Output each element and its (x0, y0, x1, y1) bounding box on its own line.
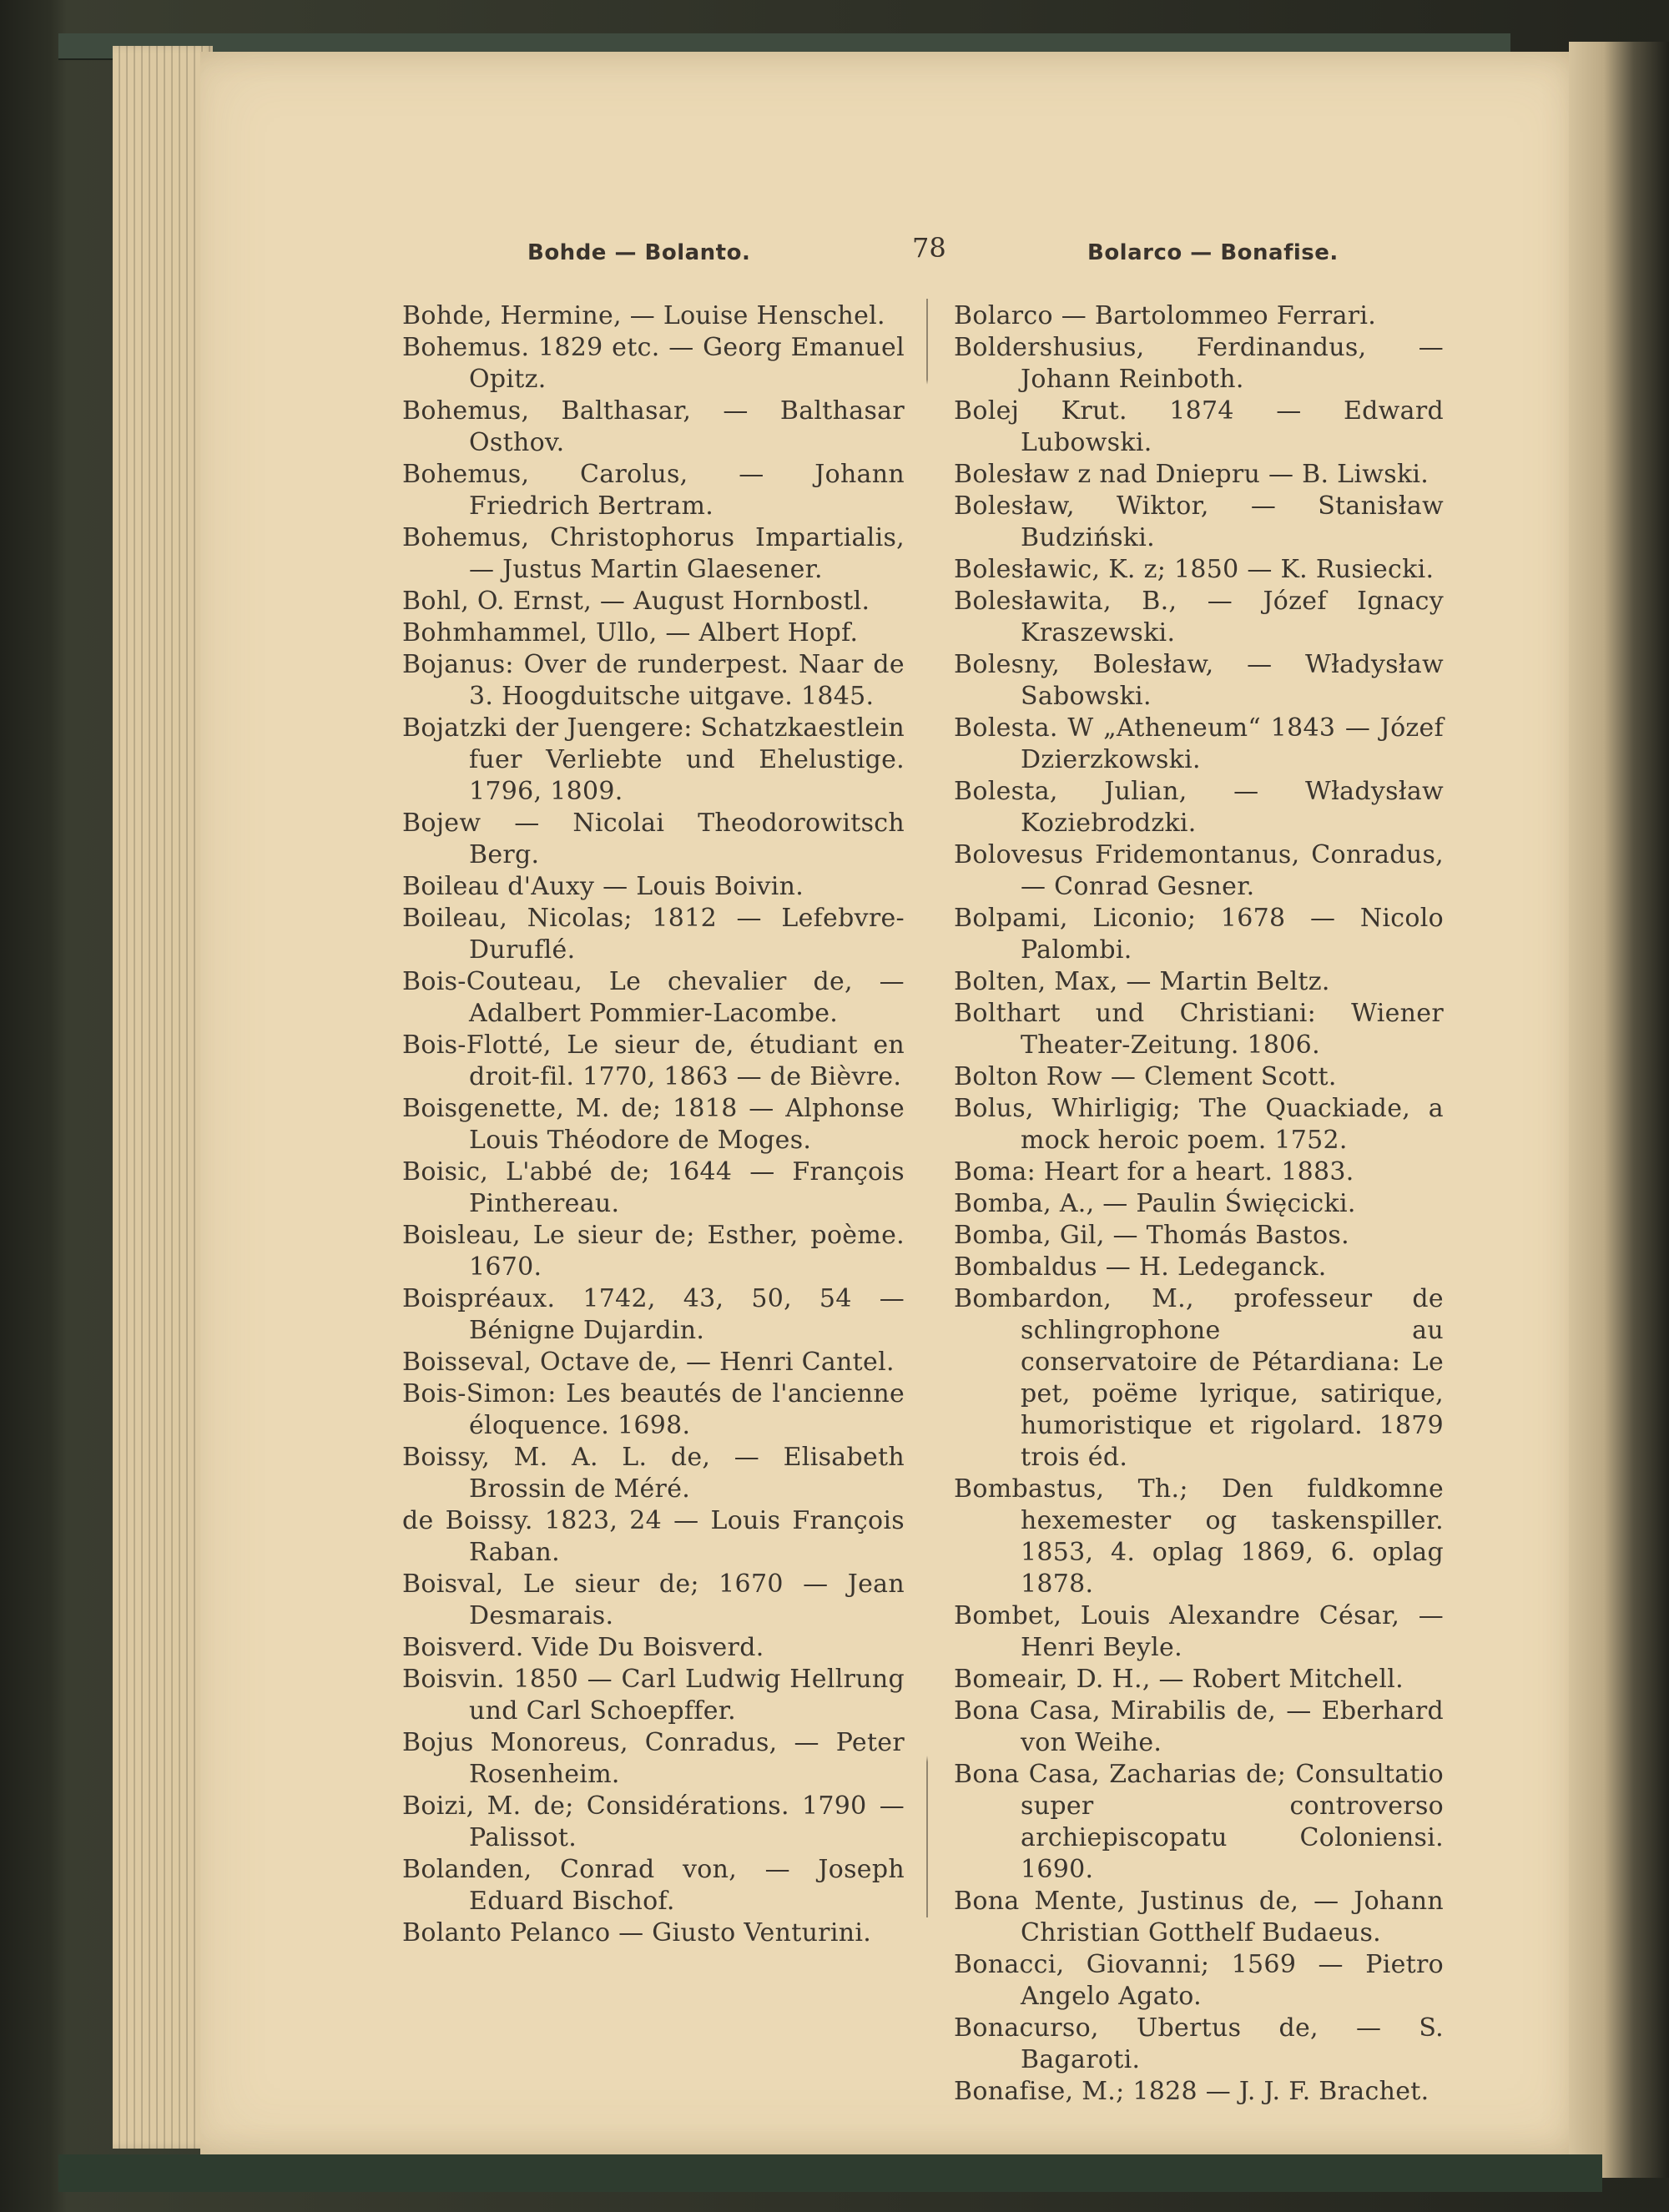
page-number: 78 (912, 232, 946, 264)
index-entry: Boma: Heart for a heart. 1883. (954, 1157, 1354, 1187)
index-entry: Bonacci, Giovanni; 1569 — Pietro Angelo Agato. (954, 1950, 1444, 2011)
index-entry: Bolthart und Christiani: Wiener Theater-Zeitung. 1806. (954, 999, 1444, 1060)
left-column (402, 300, 905, 1949)
index-entry: Bolej Krut. 1874 — Edward Lubowski. (954, 396, 1444, 457)
index-entry: Bolanto Pelanco — Giusto Venturini. (402, 1918, 872, 1947)
index-entry: Bohde, Hermine, — Louise Henschel. (402, 301, 885, 330)
index-entry: Bojanus: Over de runderpest. Naar de 3. Hoogduitsche uitgave. 1845. (402, 650, 905, 711)
index-entry: Boldershusius, Ferdinandus, — Johann Reinboth. (954, 333, 1444, 394)
index-entry: Bolanden, Conrad von, — Joseph Eduard Bischof. (402, 1855, 905, 1916)
index-entry: Boisleau, Le sieur de; Esther, poème. 1670. (402, 1221, 905, 1282)
index-entry: Bolesławita, B., — Józef Ignacy Kraszewski. (954, 587, 1444, 647)
index-entry: Bolesławic, K. z; 1850 — K. Rusiecki. (954, 555, 1435, 584)
book-binding-bottom (58, 2154, 1602, 2192)
index-entry: Bolesław z nad Dniepru — B. Liwski. (954, 460, 1429, 489)
running-header (350, 229, 1427, 279)
right-column (954, 300, 1444, 2108)
index-entry: Bois-Flotté, Le sieur de, étudiant en droit-fil. 1770, 1863 — de Bièvre. (402, 1030, 905, 1091)
index-entry: Bojatzki der Juengere: Schatzkaestlein fuer Verliebte und Ehelustige. 1796, 1809. (402, 713, 905, 806)
index-entry: Bolesta, Julian, — Władysław Koziebrodzki. (954, 777, 1444, 838)
index-entry: Bojew — Nicolai Theodorowitsch Berg. (402, 809, 905, 869)
index-entry: Bolus, Whirligig; The Quackiade, a mock heroic poem. 1752. (954, 1094, 1444, 1155)
index-entry: Bolarco — Bartolommeo Ferrari. (954, 301, 1377, 330)
page-fore-edge (1569, 42, 1669, 2178)
index-entry: Boisvin. 1850 — Carl Ludwig Hellrung und Carl Schoepffer. (402, 1665, 905, 1726)
index-entry: Boisverd. Vide Du Boisverd. (402, 1633, 764, 1662)
index-entry: Bohl, O. Ernst, — August Hornbostl. (402, 587, 870, 616)
index-entry: Bolovesus Fridemontanus, Conradus, — Conrad Gesner. (954, 840, 1444, 901)
index-entry: Boileau, Nicolas; 1812 — Lefebvre-Duruflé. (402, 904, 905, 965)
index-entry: Bombet, Louis Alexandre César, — Henri Beyle. (954, 1601, 1444, 1662)
index-entry: Bona Casa, Mirabilis de, — Eberhard von Weihe. (954, 1696, 1444, 1757)
left-running-title: Bohde — Bolanto. (527, 240, 751, 265)
index-entry: Bohemus, Carolus, — Johann Friedrich Bertram. (402, 460, 905, 521)
index-entry: Bohemus. 1829 etc. — Georg Emanuel Opitz. (402, 333, 905, 394)
right-running-title: Bolarco — Bonafise. (1087, 240, 1339, 265)
index-entry: Bolesta. W „Atheneum“ 1843 — Józef Dzierzkowski. (954, 713, 1444, 774)
index-entry: Bombardon, M., professeur de schlingrophone au conservatoire de Pétardiana: Le pet, poëme lyrique, satirique, humoristique et rigolard. 1879 trois éd. (954, 1284, 1444, 1472)
index-entry: Bohemus, Christophorus Impartialis, — Justus Martin Glaesener. (402, 523, 905, 584)
column-divider (926, 299, 928, 1917)
index-entry: Boisseval, Octave de, — Henri Cantel. (402, 1348, 895, 1377)
index-entry: Bolten, Max, — Martin Beltz. (954, 967, 1330, 996)
index-entry: Bois-Couteau, Le chevalier de, — Adalbert Pommier-Lacombe. (402, 967, 905, 1028)
index-entry: Bohemus, Balthasar, — Balthasar Osthov. (402, 396, 905, 457)
index-entry: Bojus Monoreus, Conradus, — Peter Rosenheim. (402, 1728, 905, 1789)
index-entry: Bolesny, Bolesław, — Władysław Sabowski. (954, 650, 1444, 711)
index-entry: Boisval, Le sieur de; 1670 — Jean Desmarais. (402, 1570, 905, 1630)
index-entry: Bomeair, D. H., — Robert Mitchell. (954, 1665, 1404, 1694)
index-entry: Boizi, M. de; Considérations. 1790 — Palissot. (402, 1791, 905, 1852)
index-entry: Boisic, L'abbé de; 1644 — François Pinthereau. (402, 1157, 905, 1218)
index-entry: Bonafise, M.; 1828 — J. J. F. Brachet. (954, 2077, 1429, 2106)
index-entry: Bomba, A., — Paulin Święcicki. (954, 1189, 1356, 1218)
index-entry: Boileau d'Auxy — Louis Boivin. (402, 872, 804, 901)
index-entry: Bombastus, Th.; Den fuldkomne hexemester og taskenspiller. 1853, 4. oplag 1869, 6. oplag 1878. (954, 1474, 1444, 1599)
index-entry: Bona Casa, Zacharias de; Consultatio super controverso archiepiscopatu Coloniensi. 1690. (954, 1760, 1444, 1884)
index-entry: Bohmhammel, Ullo, — Albert Hopf. (402, 618, 859, 647)
index-entry: Bolpami, Liconio; 1678 — Nicolo Palombi. (954, 904, 1444, 965)
index-entry: Bona Mente, Justinus de, — Johann Christian Gotthelf Budaeus. (954, 1887, 1444, 1947)
index-entry: Boissy, M. A. L. de, — Elisabeth Brossin de Méré. (402, 1443, 905, 1504)
page-edges (113, 46, 213, 2149)
index-entry: Bomba, Gil, — Thomás Bastos. (954, 1221, 1349, 1250)
index-entry: de Boissy. 1823, 24 — Louis François Raban. (402, 1506, 905, 1567)
index-entry: Bonacurso, Ubertus de, — S. Bagaroti. (954, 2013, 1444, 2074)
index-entry: Bois-Simon: Les beautés de l'ancienne éloquence. 1698. (402, 1379, 905, 1440)
index-entry: Bolesław, Wiktor, — Stanisław Budziński. (954, 491, 1444, 552)
index-entry: Boisgenette, M. de; 1818 — Alphonse Louis Théodore de Moges. (402, 1094, 905, 1155)
index-entry: Bolton Row — Clement Scott. (954, 1062, 1337, 1091)
index-entry: Boispréaux. 1742, 43, 50, 54 — Bénigne Dujardin. (402, 1284, 905, 1345)
index-entry: Bombaldus — H. Ledeganck. (954, 1252, 1327, 1282)
